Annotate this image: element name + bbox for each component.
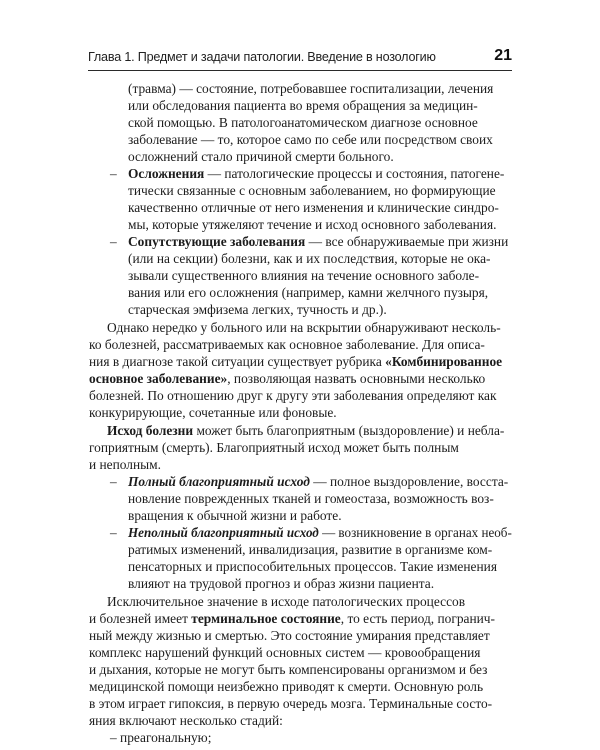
text-line: тически связанные с основным заболеванием, но формирующие — [128, 183, 496, 198]
text-line: болезней. По отношению друг к другу эти заболевания определяют как — [89, 388, 497, 403]
text-line: новление поврежденных тканей и гомеостаза, возможность воз- — [128, 491, 494, 506]
chapter-title: Глава 1. Предмет и задачи патологии. Введение в нозологию — [88, 50, 436, 64]
term-comorbidities: Сопутствующие заболевания — [128, 234, 306, 249]
text-line — [89, 610, 495, 627]
text-line: ный между жизнью и смертью. Это состояние умирания представляет — [89, 628, 490, 643]
running-header — [88, 46, 512, 71]
list-item-full-recovery — [128, 473, 508, 490]
text-line: вания или его осложнения (например, камни желчного пузыря, — [128, 285, 489, 300]
text-line: ской помощью. В патологоанатомическом диагнозе основное — [128, 115, 478, 130]
text-line: (травма) — состояние, потребовавшее госпитализации, лечения — [128, 81, 494, 96]
text-fragment: — все обнаруживаемые при жизни — [305, 234, 509, 249]
text-fragment: может быть благоприятным (выздоровление) и небла- — [193, 423, 505, 438]
list-dash: – — [110, 474, 117, 489]
text-fragment: , то есть период, погранич- — [340, 611, 495, 626]
text-fragment: — полное выздоровление, восста- — [309, 474, 509, 489]
text-line: или обследования пациента во время обращения за медицин- — [128, 98, 478, 113]
text-line — [89, 353, 502, 370]
text-line: яния включают несколько стадий: — [89, 713, 283, 728]
text-line: и неполным. — [89, 457, 161, 472]
text-line: мы, которые утяжеляют течение и исход основного заболевания. — [128, 217, 497, 232]
term-combined-disease-cont: основное заболевание» — [89, 371, 228, 386]
list-item-partial-recovery — [128, 524, 512, 541]
text-line: Однако нередко у больного или на вскрытии обнаруживают несколь- — [107, 320, 501, 335]
term-terminal-state: терминальное состояние — [191, 611, 341, 626]
text-line: зывали существенного влияния на течение основного заболе- — [128, 268, 480, 283]
text-line: пенсаторных и приспособительных процессов. Такие изменения — [128, 559, 497, 574]
text-line — [89, 370, 485, 387]
term-complications: Осложнения — [128, 166, 205, 181]
text-line: конкурирующие, сочетанные или фоновые. — [89, 405, 337, 420]
text-line: Исключительное значение в исходе патологических процессов — [107, 594, 466, 609]
list-item-stage: – преагональную; — [110, 730, 212, 745]
text-fragment: ния в диагнозе такой ситуации существует рубрика — [89, 354, 386, 369]
text-line: комплекс нарушений функций основных систем — кровообращения — [89, 645, 481, 660]
text-line: старческая эмфизема легких, тучность и др.). — [128, 302, 387, 317]
text-line: (или на секции) болезни, как и их последствия, которые не ока- — [128, 251, 491, 266]
term-partial-favorable-outcome: Неполный благоприятный исход — [128, 525, 319, 540]
page-number: 21 — [494, 47, 512, 64]
list-item-complications — [128, 165, 504, 182]
text-line: осложнений стало причиной смерти больного. — [128, 149, 394, 164]
text-line: медицинской помощи неизбежно приводят к смерти. Основную роль — [89, 679, 484, 694]
list-item-comorbidities — [128, 233, 508, 250]
text-fragment: , позволяющая назвать основными несколько — [227, 371, 486, 386]
list-dash: – — [110, 166, 117, 181]
text-line: ратимых изменений, инвалидизация, развитие в организме ком- — [128, 542, 493, 557]
text-line: ко болезней, рассматриваемых как основное заболевание. Для описа- — [89, 337, 485, 352]
text-line: в этом играет гипоксия, в первую очередь мозга. Терминальные состо- — [89, 696, 493, 711]
term-combined-disease: «Комбинированное — [385, 354, 503, 369]
text-line: гоприятным (смерть). Благоприятный исход может быть полным — [89, 440, 459, 455]
text-fragment: и болезней имеет — [89, 611, 192, 626]
term-disease-outcome: Исход болезни — [107, 423, 194, 438]
text-line: влияют на трудовой прогноз и образ жизни пациента. — [128, 576, 435, 591]
term-full-favorable-outcome: Полный благоприятный исход — [128, 474, 310, 489]
text-line — [107, 422, 504, 439]
text-fragment: — патологические процессы и состояния, патогене- — [204, 166, 505, 181]
text-fragment: — возникновение в органах необ- — [318, 525, 512, 540]
list-dash: – — [110, 525, 117, 540]
text-line: вращения к обычной жизни и работе. — [128, 508, 342, 523]
text-line: качественно отличные от него изменения и клинические синдро- — [128, 200, 499, 215]
text-line: и дыхания, которые не могут быть компенсированы организмом и без — [89, 662, 488, 677]
text-line: заболевание — то, которое само по себе или посредством своих — [128, 132, 493, 147]
list-dash: – — [110, 234, 117, 249]
